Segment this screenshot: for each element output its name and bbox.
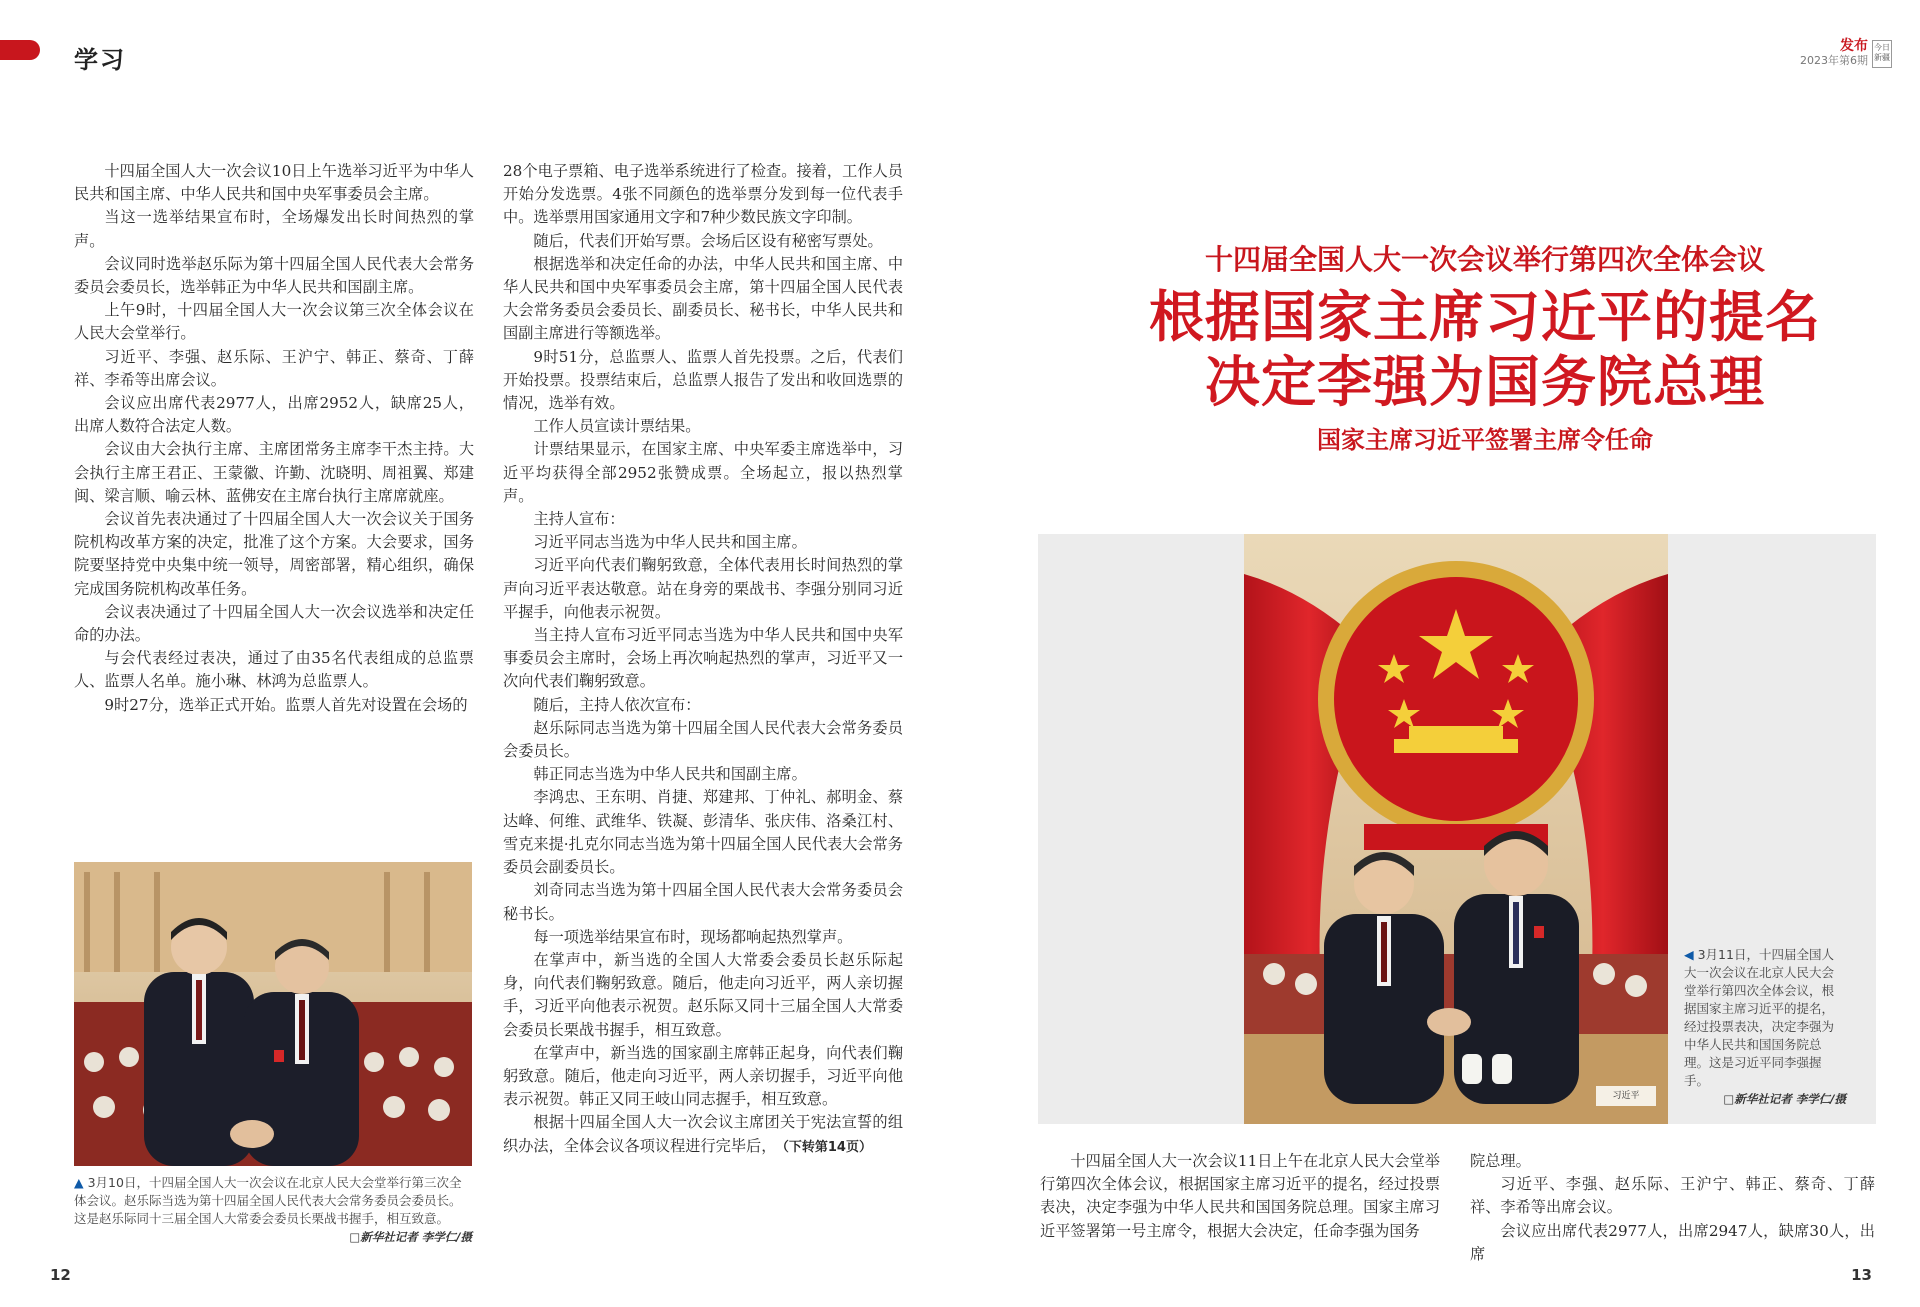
right-photo-caption: 3月11日，十四届全国人大一次会议在北京人民大会堂举行第四次全体会议，根据国家主席习近平的提名，经过投票表决，决定李强为中华人民共和国国务院总理。这是习近平同李强握手。	[1684, 947, 1835, 1088]
left-photo-credit: □新华社记者 李学仁/摄	[349, 1230, 472, 1244]
right-column-1	[1040, 1150, 1440, 1243]
right-column-2	[1470, 1150, 1875, 1266]
paragraph: 赵乐际同志当选为第十四届全国人民代表大会常务委员会委员长。	[503, 718, 903, 761]
paragraph: 随后，代表们开始写票。会场后区设有秘密写票处。	[533, 231, 883, 250]
left-photo	[74, 862, 472, 1166]
paragraph: 会议同时选举赵乐际为第十四届全国人民代表大会常务委员会委员长，选举韩正为中华人民共和国副主席。	[74, 254, 474, 297]
left-photo-caption: 3月10日，十四届全国人大一次会议在北京人民大会堂举行第三次全体会议。赵乐际当选为第十四届全国人民代表大会常务委员会委员长。这是赵乐际同十三届全国人大常委会委员长栗战书握手，相互致意。	[74, 1175, 462, 1226]
paragraph: 计票结果显示，在国家主席、中央军委主席选举中，习近平均获得全部2952张赞成票。全场起立，报以热烈掌声。	[503, 440, 903, 505]
paragraph: 习近平、李强、赵乐际、王沪宁、韩正、蔡奇、丁薛祥、李希等出席会议。	[74, 347, 474, 389]
headline-line-2: 决定李强为国务院总理	[1204, 350, 1765, 414]
nameplate-text: 习近平	[1612, 1091, 1640, 1101]
left-column-1	[74, 160, 474, 717]
paragraph: 会议由大会执行主席、主席团常务主席李干杰主持。大会执行主席王君正、王蒙徽、许勤、沈晓明、周祖翼、郑建闽、梁言顺、喻云林、蓝佛安在主席台执行主席席就座。	[74, 440, 474, 505]
paragraph: 在掌声中，新当选的国家副主席韩正起身，向代表们鞠躬致意。随后，他走向习近平，两人亲切握手，习近平向他表示祝贺。韩正又同王岐山同志握手，相互致意。	[503, 1043, 903, 1109]
publication-tag: 今日新疆	[1872, 40, 1892, 68]
right-photo-credit: □新华社记者 李学仁/摄	[1723, 1092, 1846, 1106]
right-photo-caption-block	[1684, 946, 1846, 1108]
paragraph: 主持人宣布：	[533, 510, 625, 529]
headline-kicker: 十四届全国人大一次会议举行第四次全体会议	[1204, 243, 1765, 276]
paragraph: 9时51分，总监票人、监票人首先投票。之后，代表们开始投票。投票结束后，总监票人报告了发出和收回选票的情况，选举有效。	[503, 347, 903, 413]
nameplate	[1596, 1086, 1656, 1106]
main-photo	[1244, 534, 1668, 1124]
headline-line-1: 根据国家主席习近平的提名	[1148, 285, 1821, 349]
paragraph: 上午9时，十四届全国人大一次会议第三次全体会议在人民大会堂举行。	[74, 301, 474, 343]
paragraph: 工作人员宣读计票结果。	[533, 417, 701, 436]
paragraph: 根据选举和决定任命的办法，中华人民共和国主席、中华人民共和国中央军事委员会主席，第十四届全国人民代表大会常务委员会委员长、副委员长、秘书长，中华人民共和国副主席进行等额选举。	[503, 254, 903, 343]
paragraph-continued: 28个电子票箱、电子选举系统进行了检查。接着，工作人员开始分发选票。4张不同颜色的选举票分发到每一位代表手中。选举票用国家通用文字和7种少数民族文字印制。	[503, 162, 903, 227]
paragraph: 习近平向代表们鞠躬致意，全体代表用长时间热烈的掌声向习近平表达敬意。站在身旁的栗战书、李强分别同习近平握手，向他表示祝贺。	[503, 556, 903, 621]
paragraph: 会议表决通过了十四届全国人大一次会议选举和决定任命的办法。	[74, 602, 474, 645]
caption-triangle-icon: ▲	[74, 1175, 84, 1190]
continued-note: （下转第14页）	[782, 1139, 872, 1155]
paragraph: 在掌声中，新当选的全国人大常委会委员长赵乐际起身，向代表们鞠躬致意。随后，他走向习近平，两人亲切握手，习近平向他表示祝贺。赵乐际又同十三届全国人大常委会委员长栗战书握手，相互致意。	[503, 950, 903, 1039]
paragraph: 9时27分，选举正式开始。监票人首先对设置在会场的	[104, 695, 468, 714]
left-column-2	[503, 160, 903, 1159]
left-photo-caption-block	[74, 1174, 472, 1246]
paragraph: 每一项选举结果宣布时，现场都响起热烈掌声。	[533, 927, 853, 946]
paragraph: 会议首先表决通过了十四届全国人大一次会议关于国务院机构改革方案的决定，批准了这个方案。大会要求，国务院要坚持党中央集中统一领导，周密部署，精心组织，确保完成国务院机构改革任务。	[74, 510, 474, 598]
paragraph: 当这一选举结果宣布时，全场爆发出长时间热烈的掌声。	[74, 208, 474, 250]
handshake-photo-xi-li	[1244, 534, 1668, 1124]
issue-number: 2023年第6期	[1800, 54, 1868, 67]
section-color-tab	[0, 40, 40, 60]
paragraph: 李鸿忠、王东明、肖捷、郑建邦、丁仲礼、郝明金、蔡达峰、何维、武维华、铁凝、彭清华、张庆伟、洛桑江村、雪克来提·扎克尔同志当选为第十四届全国人民代表大会常务委员会副委员长。	[503, 788, 903, 877]
paragraph: 十四届全国人大一次会议10日上午选举习近平为中华人民共和国主席、中华人民共和国中央军事委员会主席。	[74, 162, 474, 204]
publication-mark	[1800, 38, 1868, 68]
paragraph: 与会代表经过表决，通过了由35名代表组成的总监票人、监票人名单。施小琳、林鸿为总监票人。	[74, 649, 474, 691]
headline-subtitle: 国家主席习近平签署主席令任命	[1317, 426, 1653, 454]
paragraph: 习近平、李强、赵乐际、王沪宁、韩正、蔡奇、丁薛祥、李希等出席会议。	[1470, 1175, 1875, 1217]
paragraph: 十四届全国人大一次会议11日上午在北京人民大会堂举行第四次全体会议，根据国家主席习近平的提名，经过投票表决，决定李强为中华人民共和国国务院总理。国家主席习近平签署第一号主席令，根据大会决定，任命李强为国务	[1040, 1152, 1440, 1240]
page-number-left: 12	[50, 1266, 71, 1284]
paragraph: 会议应出席代表2977人，出席2952人，缺席25人，出席人数符合法定人数。	[74, 394, 474, 436]
paragraph: 随后，主持人依次宣布：	[533, 695, 701, 714]
paragraph-continued: 院总理。	[1470, 1152, 1531, 1170]
paragraph-text: 根据十四届全国人大一次会议主席团关于宪法宣誓的组织办法，全体会议各项议程进行完毕后，	[503, 1113, 903, 1155]
page-number-right: 13	[1851, 1266, 1872, 1284]
publication-name: 发布	[1840, 38, 1868, 54]
handshake-photo-zhao-li	[74, 862, 472, 1166]
paragraph: 当主持人宣布习近平同志当选为中华人民共和国中央军事委员会主席时，会场上再次响起热烈的掌声，习近平又一次向代表们鞠躬致意。	[503, 626, 903, 691]
paragraph: 韩正同志当选为中华人民共和国副主席。	[533, 765, 807, 784]
paragraph: 习近平同志当选为中华人民共和国主席。	[533, 533, 807, 552]
section-label: 学习	[74, 46, 126, 74]
caption-triangle-icon: ◀	[1684, 947, 1694, 962]
paragraph	[503, 1111, 903, 1158]
paragraph: 刘奇同志当选为第十四届全国人民代表大会常务委员会秘书长。	[503, 881, 903, 923]
paragraph: 会议应出席代表2977人，出席2947人，缺席30人，出席	[1470, 1221, 1875, 1263]
